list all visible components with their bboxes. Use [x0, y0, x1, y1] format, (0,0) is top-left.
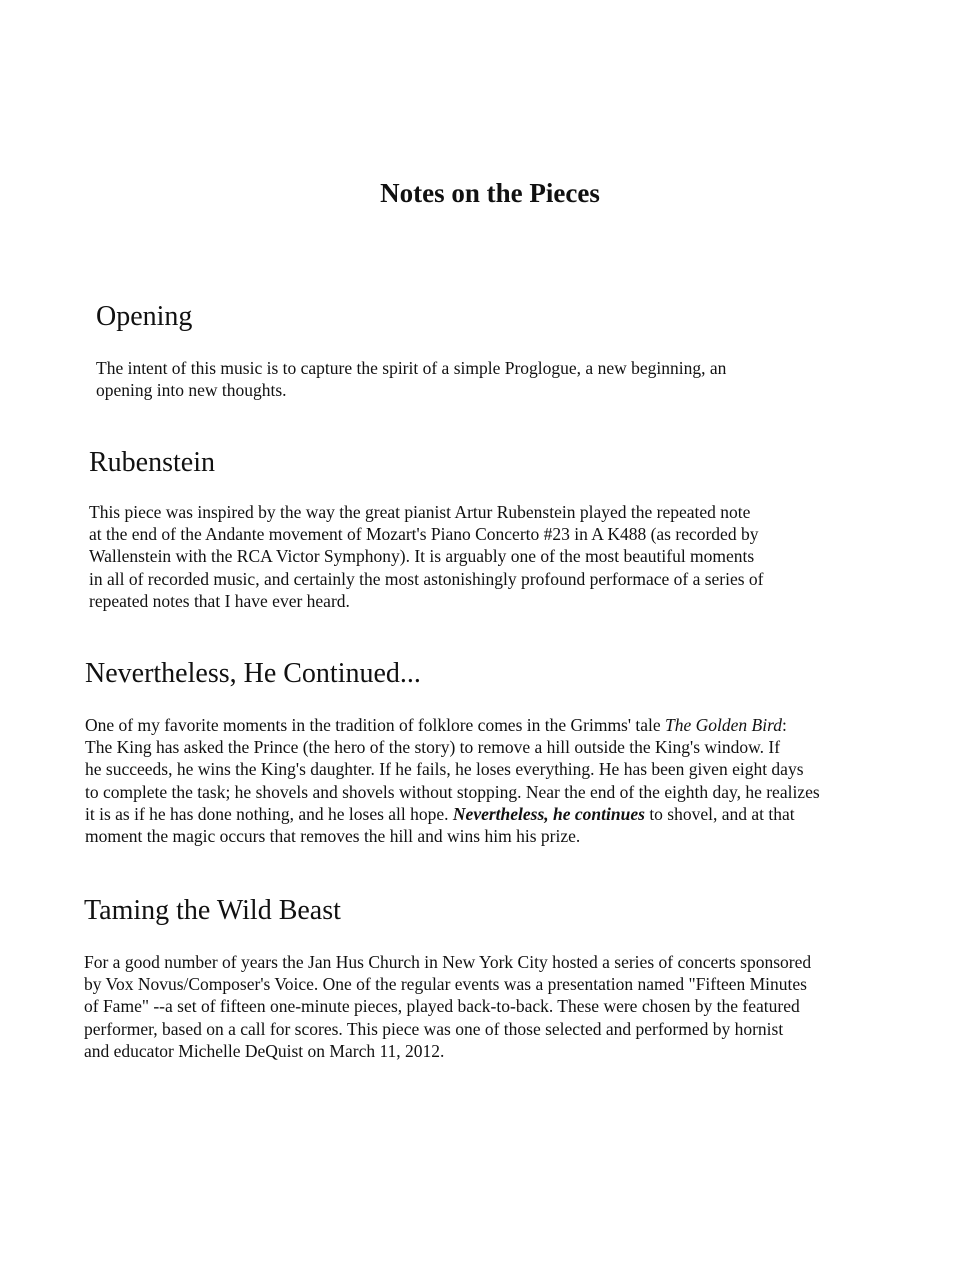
section-heading-nevertheless: Nevertheless, He Continued... — [85, 658, 421, 689]
paragraph-line — [85, 714, 820, 736]
paragraph-line: by Vox Novus/Composer's Voice. One of the regular events was a presentation named "Fifteen Minutes — [84, 974, 807, 995]
paragraph-line — [85, 803, 820, 825]
line-text: it is as if he has done nothing, and he loses all hope. — [85, 803, 453, 824]
paragraph-line: moment the magic occurs that removes the hill and wins him his prize. — [85, 826, 581, 847]
paragraph-line: in all of recorded music, and certainly the most astonishingly profound performace of a series of — [89, 568, 764, 589]
paragraph-line: to complete the task; he shovels and shovels without stopping. Near the end of the eighth day, he realizes — [85, 781, 820, 802]
section-heading-taming: Taming the Wild Beast — [84, 895, 341, 926]
paragraph-taming — [84, 951, 811, 1062]
emphasis-text: Nevertheless, he continues — [452, 803, 645, 824]
paragraph-line: and educator Michelle DeQuist on March 11, 2012. — [84, 1040, 445, 1061]
paragraph-line: of Fame" --a set of fifteen one-minute pieces, played back-to-back. These were chosen by the featured — [84, 996, 800, 1017]
paragraph-line: This piece was inspired by the way the great pianist Artur Rubenstein played the repeated note — [89, 502, 751, 522]
paragraph-nevertheless — [85, 714, 820, 847]
paragraph-line: The King has asked the Prince (the hero of the story) to remove a hill outside the King's window. If — [85, 737, 781, 758]
section-heading-opening: Opening — [96, 301, 193, 332]
paragraph-rubenstein — [89, 501, 764, 612]
book-title: The Golden Bird — [665, 715, 783, 735]
paragraph-line: opening into new thoughts. — [96, 380, 287, 401]
paragraph-line: at the end of the Andante movement of Mozart's Piano Concerto #23 in A K488 (as recorded by — [89, 524, 759, 545]
paragraph-line: Wallenstein with the RCA Victor Symphony). It is arguably one of the most beautiful moments — [89, 546, 755, 567]
paragraph-line: repeated notes that I have ever heard. — [89, 590, 350, 611]
paragraph-line: he succeeds, he wins the King's daughter. If he fails, he loses everything. He has been given eight days — [85, 759, 804, 780]
page-title: Notes on the Pieces — [380, 178, 600, 208]
paragraph-line: For a good number of years the Jan Hus Church in New York City hosted a series of concerts sponsored — [84, 952, 812, 972]
section-heading-rubenstein: Rubenstein — [89, 447, 215, 478]
line-text: One of my favorite moments in the tradition of folklore comes in the Grimms' tale — [85, 715, 666, 735]
paragraph-line: performer, based on a call for scores. This piece was one of those selected and performed by hornist — [84, 1018, 784, 1039]
line-text: to shovel, and at that — [644, 803, 795, 824]
paragraph-opening — [96, 357, 726, 401]
paragraph-line: The intent of this music is to capture the spirit of a simple Proglogue, a new beginning, an — [96, 358, 727, 378]
line-text: : — [782, 715, 787, 735]
